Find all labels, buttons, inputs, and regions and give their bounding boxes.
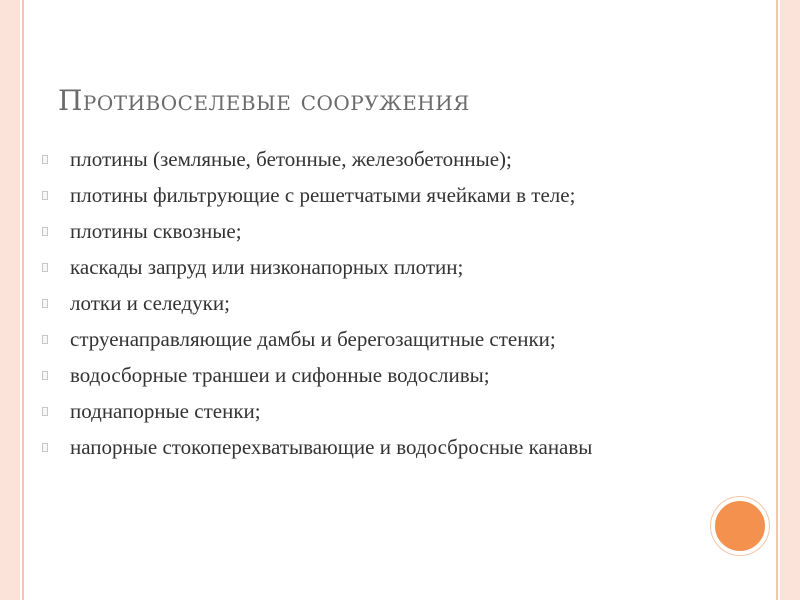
bullet-text: лотки и селедуки;: [70, 291, 230, 315]
bullet-text: плотины (земляные, бетонные, железобетонные);: [70, 147, 512, 171]
bullet-item: [42, 218, 682, 244]
bullet-text: напорные стокоперехватывающие и водосбросные канавы: [70, 435, 593, 459]
bullet-square-icon: [42, 371, 48, 380]
bullet-item: [42, 362, 682, 388]
bullet-item: [42, 326, 682, 352]
left-border-line: [22, 0, 24, 600]
bullet-item: [42, 434, 682, 460]
left-border-decoration: [0, 0, 20, 600]
bullet-text: каскады запруд или низконапорных плотин;: [70, 255, 464, 279]
bullet-text: плотины сквозные;: [70, 219, 242, 243]
bullet-square-icon: [42, 443, 48, 452]
bullet-square-icon: [42, 263, 48, 272]
bullet-text: водосборные траншеи и сифонные водосливы;: [70, 363, 490, 387]
bullet-text: поднапорные стенки;: [70, 399, 261, 423]
bullet-text: плотины фильтрующие с решетчатыми ячейками в теле;: [70, 183, 576, 207]
slide-title: Противоселевые сооружения: [58, 84, 470, 117]
bullet-text: струенаправляющие дамбы и берегозащитные стенки;: [70, 327, 556, 351]
bullet-square-icon: [42, 227, 48, 236]
bullet-item: [42, 254, 682, 280]
bullet-item: [42, 146, 682, 172]
bullet-item: [42, 290, 682, 316]
right-border-line: [776, 0, 778, 600]
bullet-item: [42, 182, 682, 208]
right-border-decoration: [780, 0, 800, 600]
bullet-item: [42, 398, 682, 424]
bullet-list: [42, 146, 682, 470]
bullet-square-icon: [42, 335, 48, 344]
bullet-square-icon: [42, 191, 48, 200]
bullet-square-icon: [42, 155, 48, 164]
bullet-square-icon: [42, 407, 48, 416]
decorative-circle-icon: [711, 497, 769, 555]
bullet-square-icon: [42, 299, 48, 308]
